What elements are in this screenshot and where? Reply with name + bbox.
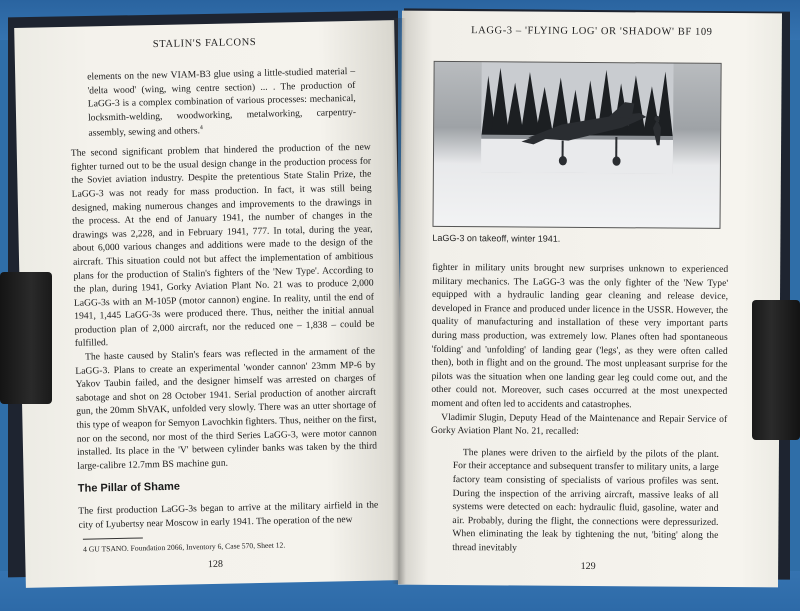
right-page-body [430,261,728,557]
running-head-right: LAGG-3 – 'FLYING LOG' OR 'SHADOW' BF 109 [471,25,713,38]
footnote-ref: 4 [199,125,203,132]
paragraph: The first production LaGG-3s began to arrive at the military airfield in the city of Lyubertsy near Moscow in early 1941. The operation of the new [78,499,379,531]
footnote-rule [83,537,143,539]
page-clip-left [0,272,52,404]
running-head-left: STALIN'S FALCONS [152,36,257,51]
paragraph: The haste caused by Stalin's fears was reflected in the armament of the LaGG-3. Plans to create an experimental 'wonder cannon' 23mm MP-6 by Yakov Taubin failed, and the designer himself was arrested on charges of sabotage and shot on 28 October 1941. Serial production of another aircraft gun, the 20mm ShVAK, unfolded very slowly. There was an utter shortage of this type of weapon for Semyon Lavochkin fighters. Thus, neither on the first, nor on the second, nor most of the third Series LaGG-3, were motor cannon installed. Its place in the 'V' between cylinder banks was taken by the third large-calibre 12.7mm BS machine gun. [75,345,378,472]
block-quote-left: elements on the new VIAM-B3 glue using a little-studied material – 'delta wood' (wing, wing centre section) ... . The production of LaGG-3 is a complex combination of various processes: mechanical, locksmith-welding, woodworking, metalworking, carpentry-assembly, sewing and others.$^4$ [87,65,357,140]
photo-caption: LaGG-3 on takeoff, winter 1941. [432,232,561,244]
aircraft-photo [432,61,721,229]
paragraph: fighter in military units brought new surprises unknown to experienced military mechanics. The LaGG-3 was the only fighter of the 'New Type' equipped with a hydraulic landing gear cleaning and release device, developed in France and produced under licence in the USSR. However, the quality of manufacturing and installation of these very important parts during mass production, was extremely low. Planes often had spontaneous 'folding' and 'unfolding' of landing gear ('legs', as they were often called then), both in flight and on the ground. The most unpleasant surprise for the pilots was the situation when one landing gear leg could come out, and the other could not. Moreover, such cases occurred at the most unexpected moment and often led to accidents and catastrophes. [431,261,729,411]
block-quote-right: The planes were driven to the airfield by the pilots of the plant. For their acceptance and subsequent transfer to military units, a large factory team consisting of specialists of various profiles was sent. During the inspection of the arriving aircraft, massive leaks of all systems were detected on each: hydraulic fluid, gasoline, water and air. Probably, during the flight, the connections were depressurized. When eliminating the leak by tightening the nut, 'biting' along the thread inevitably [452,446,719,554]
winter-forest-aircraft-image [434,62,721,174]
left-page [14,20,406,588]
page-number-right: 129 [580,560,596,573]
footnote: 4 GU TSANO. Foundation 2066, Inventory 6, Case 570, Sheet 12. [83,540,286,554]
right-page [398,11,782,588]
page-number-left: 128 [207,558,224,571]
paragraph: The second significant problem that hindered the production of the new fighter turned out to be the usual design change in the production process for the Soviet aviation industry. Despite the pretentious State Stalin Prize, the LaGG-3 was not ready for mass production. In fact, it was still being designed, making numerous changes and improvements to the drawings in the process. At the end of January 1941, the number of changes in the drawings was 2,228, and in February 1941, 777. In total, during the year, about 6,000 various changes and additions were made to the design of the aircraft. This situation could not but affect the implementation of ambitious plans for the production of Stalin's fighters of the 'New Type'. According to the plan, during 1941, Gorky Aviation Plant No. 21 was to produce 2,000 LaGG-3s with an M-105P (motor cannon) engine. In reality, until the end of 1941, 1,445 LaGG-3s were produced there. Thus, neither the initial annual production plan of 2,000 aircraft, nor the reduced one – 1,838 – could be fulfilled. [70,141,375,350]
page-clip-right [752,300,800,440]
book-gutter [392,18,406,584]
paragraph: Vladimir Slugin, Deputy Head of the Maintenance and Repair Service of Gorky Aviation Plant No. 21, recalled: [431,411,728,438]
section-heading: The Pillar of Shame [77,481,181,496]
left-page-body [69,65,379,532]
